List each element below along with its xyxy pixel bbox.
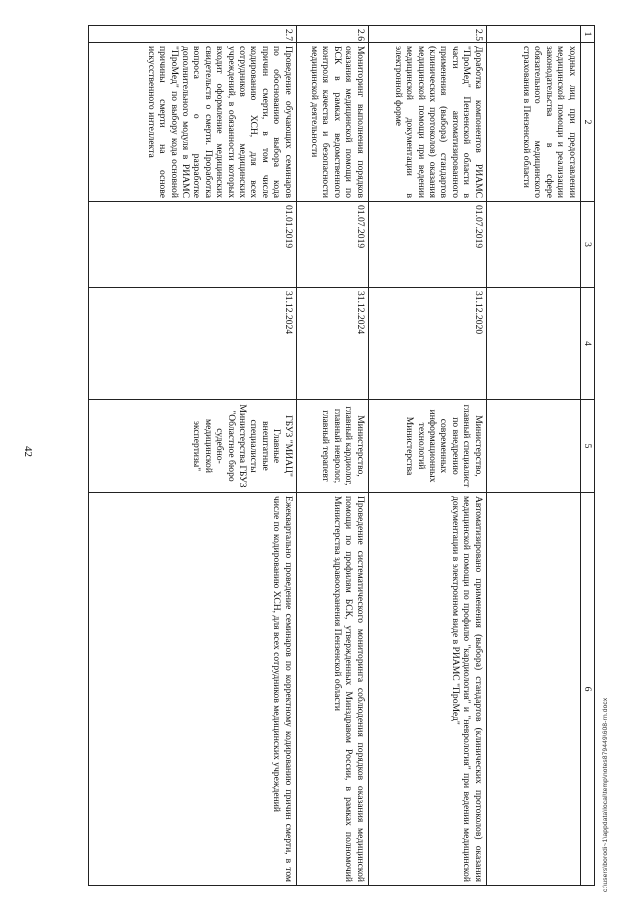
start-date-cell xyxy=(486,202,580,288)
responsible-cell: Министерство, главный кардиолог, главный невролог, главный терапевт xyxy=(296,400,368,493)
start-date-cell: 01.07.2019 xyxy=(296,202,368,288)
end-date-cell: 31.12.2020 xyxy=(368,288,486,400)
activity-cell: Доработка компонентов РИАМС "ПроМед" Пензенской области в части автоматизированного применения (выбора) стандартов (клинических протоколов) оказания медицинской помощи при ведении медицинской документации в электронной форме xyxy=(368,43,486,202)
table-row xyxy=(486,26,580,886)
table-header-row xyxy=(580,26,594,886)
page-number: 42 xyxy=(22,446,34,457)
row-number: 2.5 xyxy=(368,26,486,43)
row-number: 2.7 xyxy=(88,26,296,43)
header-cell: 3 xyxy=(580,202,594,288)
responsible-cell: ГБУЗ "МИАЦ" Главные внештатные специалисты Министерства ГБУЗ "Областное бюро судебно-медицинской экспертизы" xyxy=(88,400,296,493)
activity-cell: Мониторинг выполнения порядков оказания медицинской помощи по БСК в рамках ведомственного контроля качества и безопасности медицинской деятельности xyxy=(296,43,368,202)
start-date-cell: 01.01.2019 xyxy=(88,202,296,288)
start-date-cell: 01.07.2019 xyxy=(368,202,486,288)
file-path-footer: c:\users\borodi~1\appdata\local\temp\notes879449\608-rn.docx xyxy=(602,697,609,892)
activities-table xyxy=(88,25,595,886)
header-cell: 2 xyxy=(580,43,594,202)
end-date-cell: 31.12.2024 xyxy=(88,288,296,400)
header-cell: 6 xyxy=(580,493,594,886)
responsible-cell: Министерство, главный специалист по внедрению современных информационных технологий Министерства xyxy=(368,400,486,493)
activity-cell: ходных лиц при предоставлении медицинской помощи и реализации законодательства в сфере обязательного медицинского страхования в Пензенской области xyxy=(486,43,580,202)
table-row xyxy=(88,26,296,886)
end-date-cell: 31.12.2024 xyxy=(296,288,368,400)
result-cell: Проведение систематического мониторинга соблюдения порядков оказания медицинской помощи по профилям БСК, утвержденных Минздравом России, в рамках полномочий Министерства здравоохранения Пензенской области xyxy=(296,493,368,886)
table-row xyxy=(296,26,368,886)
activity-cell: Проведение обучающих семинаров по обоснованию выбора кода причин смерти, в том числе кодированию ХСН, для всех сотрудников медицинских учреждений, в обязанности которых входит оформление медицинских свидетельств о смерти. Проработка вопроса о разработке дополнительного модуля в РИАМС "ПроМед" по выбору кода основной причины смерти на основе искусственного интеллекта xyxy=(88,43,296,202)
header-cell: 1 xyxy=(580,26,594,43)
result-cell: Автоматизировано применения (выбора) стандартов (клинических протоколов) оказания медицинской помощи по профилю "кардиология" и "неврология" при ведении медицинской документации в электронном виде в РИАМС "ПроМед" xyxy=(368,493,486,886)
result-cell: Ежеквартально проведение семинаров по корректному кодированию причин смерти, в том числе по кодированию ХСН, для всех сотрудников медицинских учреждений xyxy=(88,493,296,886)
row-number xyxy=(486,26,580,43)
result-cell xyxy=(486,493,580,886)
header-cell: 5 xyxy=(580,400,594,493)
row-number: 2.6 xyxy=(296,26,368,43)
rotated-table xyxy=(90,25,595,885)
header-cell: 4 xyxy=(580,288,594,400)
responsible-cell xyxy=(486,400,580,493)
table-row xyxy=(368,26,486,886)
end-date-cell xyxy=(486,288,580,400)
